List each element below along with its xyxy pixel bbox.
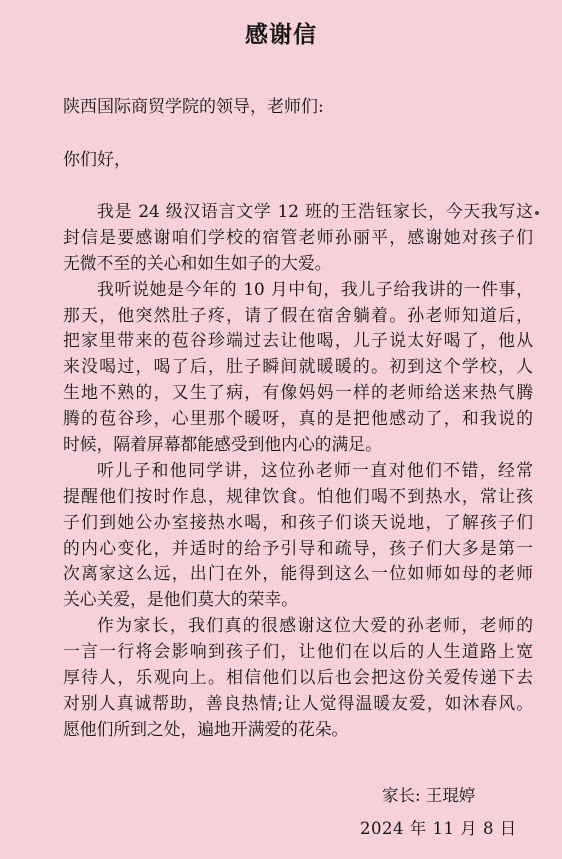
text-line: 把家里带来的苞谷珍端过去让他喝，儿子说太好喝了，他从 — [63, 330, 533, 351]
stray-dot-mark — [535, 211, 539, 215]
text-line: 厚待人，乐观向上。相信他们以后也会把这份关爱传递下去 — [63, 667, 533, 688]
text-line: 次离家这么远，出门在外，能得到这么一位如师如母的老师 — [63, 563, 533, 584]
text-line: 来没喝过，喝了后，肚子瞬间就暖暖的。初到这个学校，人 — [63, 356, 533, 377]
text-line: 生地不熟的，又生了病，有像妈妈一样的老师给送来热气腾 — [63, 382, 533, 403]
text-line: 我是 24 级汉语言文学 12 班的王浩钰家长，今天我写这 — [97, 201, 533, 221]
letter-title: 感谢信 — [245, 21, 317, 48]
text-line: 对别人真诚帮助，善良热情;让人觉得温暖友爱，如沐春风。 — [63, 692, 533, 713]
text-line: 作为家长，我们真的很感谢这位大爱的孙老师，老师的 — [97, 615, 533, 636]
text-line: 我听说她是今年的 10 月中旬，我儿子给我讲的一件事， — [97, 278, 533, 299]
text-line: 提醒他们按时作息，规律饮食。怕他们喝不到热水，常让孩 — [63, 485, 533, 506]
greeting: 你们好， — [63, 150, 131, 170]
signature: 家长: 王琨婷 — [382, 786, 476, 805]
letter-date: 2024 年 11 月 8 日 — [360, 819, 517, 838]
salutation: 陕西国际商贸学院的领导，老师们: — [63, 97, 324, 117]
text-line: 听儿子和他同学讲，这位孙老师一直对他们不错，经常 — [97, 459, 533, 480]
text-line: 封信是要感谢咱们学校的宿管老师孙丽平，感谢她对孩子们 — [63, 226, 533, 247]
text-line: 腾的苞谷珍，心里那个暖呀，真的是把他感动了，和我说的 — [63, 408, 533, 429]
text-line: 关心关爱，是他们莫大的荣幸。 — [63, 589, 298, 610]
text-line: 子们到她公办室接热水喝，和孩子们谈天说地，了解孩子们 — [63, 511, 533, 532]
text-line: 无微不至的关心和如生如子的大爱。 — [63, 252, 332, 273]
paragraph-1 — [63, 199, 543, 277]
letter-body — [63, 199, 543, 743]
text-line: 的内心变化，并适时的给予引导和疏导，孩子们大多是第一 — [63, 537, 533, 558]
paragraph-4 — [63, 613, 543, 742]
text-line: 那天，他突然肚子疼，请了假在宿舍躺着。孙老师知道后， — [63, 304, 533, 325]
text-line: 一言一行将会影响到孩子们，让他们在以后的人生道路上宽 — [63, 641, 533, 662]
paragraph-3 — [63, 458, 543, 613]
text-line: 愿他们所到之处，遍地开满爱的花朵。 — [63, 718, 349, 739]
paragraph-2 — [63, 277, 543, 458]
text-line: 时候，隔着屏幕都能感受到他内心的满足。 — [63, 434, 382, 455]
